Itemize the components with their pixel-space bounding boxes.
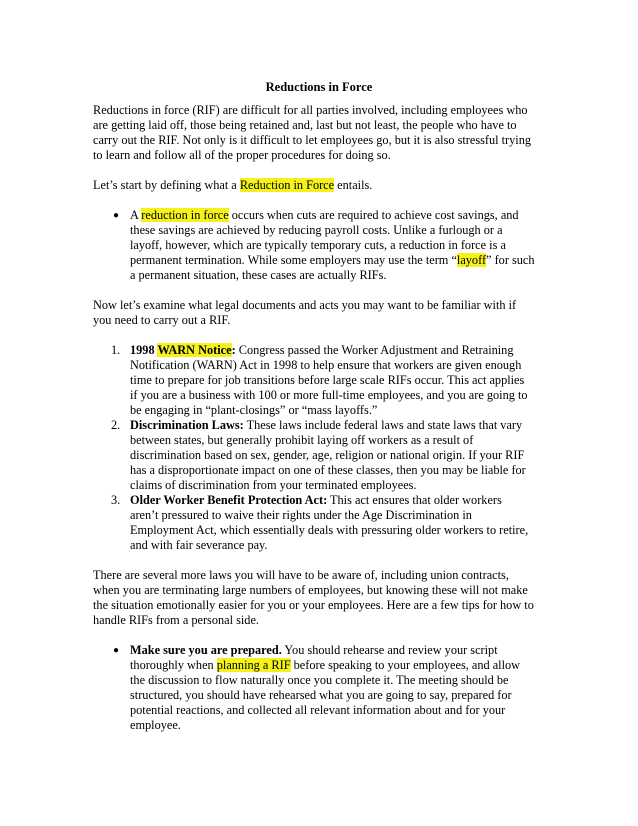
- define-text: Let’s start by defining what a: [93, 178, 240, 192]
- list-item-text: Congress passed the Worker Adjustment and Retraining: [235, 343, 514, 357]
- bullet-line: structured, you should have rehearsed what you are going to say, prepared for: [130, 688, 512, 702]
- list-item-line: [130, 343, 513, 358]
- legal-intro-line: you need to carry out a RIF.: [93, 313, 231, 327]
- list-item-heading: 1998: [130, 343, 158, 357]
- intro-line: to learn and follow all of the proper procedures for doing so.: [93, 148, 391, 162]
- list-item-heading: Discrimination Laws:: [130, 418, 244, 432]
- intro-line: carry out the RIF. Not only is it difficult to let employees go, but it is also stressful trying: [93, 133, 532, 147]
- list-item-heading: Older Worker Benefit Protection Act:: [130, 493, 328, 507]
- intro-line: Reductions in force (RIF) are difficult for all parties involved, including employees who: [93, 103, 528, 117]
- bullet-heading: Make sure you are prepared.: [130, 643, 282, 657]
- list-item-line: aren’t pressured to waive their rights under the Age Discrimination in: [130, 508, 472, 522]
- bullet-line: these savings are achieved by reducing payroll costs. Unlike a furlough or a: [130, 223, 503, 237]
- page-title: Reductions in Force: [265, 80, 373, 94]
- bullet-line: layoff, however, which are typically temporary cuts, a reduction in force is a: [130, 238, 506, 252]
- bullet-text: thoroughly when: [130, 658, 217, 672]
- warn-notice-highlight[interactable]: WARN Notice: [157, 343, 232, 357]
- list-item-line: claims of discrimination from your terminated employees.: [130, 478, 417, 492]
- bullet-text: permanent termination. While some employers may use the term “: [130, 253, 457, 267]
- paragraph-line: when you are terminating large numbers of employees, but knowing these will not make: [93, 583, 528, 597]
- bullet-line: [130, 253, 535, 268]
- intro-line: are getting laid off, those being retained and, last but not least, the people who have to: [93, 118, 517, 132]
- bullet-text: You should rehearse and review your script: [281, 643, 498, 657]
- list-item-text: This act ensures that older workers: [327, 493, 502, 507]
- list-item-line: and with fair severance pay.: [130, 538, 268, 552]
- list-item-line: Notification (WARN) Act in 1998 to help ensure that workers are given enough: [130, 358, 522, 372]
- paragraph-line: handle RIFs from a personal side.: [93, 613, 259, 627]
- list-number: 3.: [111, 493, 121, 507]
- bullet-marker: ●: [113, 210, 120, 221]
- bullet-line: [130, 643, 498, 658]
- bullet-line: a permanent situation, these cases are actually RIFs.: [130, 268, 387, 282]
- list-item-line: has a disproportionate impact on one of these classes, then you may be liable for: [130, 463, 526, 477]
- bullet-line: the discussion to flow naturally once you complete it. The meeting should be: [130, 673, 509, 687]
- bullet-text: before speaking to your employees, and allow: [290, 658, 521, 672]
- bullet-text: A: [130, 208, 142, 222]
- reduction-in-force-highlight[interactable]: reduction in force: [141, 208, 229, 222]
- list-item-line: discrimination based on sex, gender, age, religion or national origin. If your RIF: [130, 448, 525, 462]
- list-number: 1.: [111, 343, 121, 357]
- paragraph-line: the situation emotionally easier for you or your employees. Here are a few tips for how to: [93, 598, 534, 612]
- define-line: [93, 178, 372, 193]
- list-number: 2.: [111, 418, 121, 432]
- planning-a-rif-highlight[interactable]: planning a RIF: [216, 658, 291, 672]
- paragraph-line: There are several more laws you will have to be aware of, including union contracts,: [93, 568, 509, 582]
- list-item-line: Employment Act, which essentially deals with pressuring older workers to retire,: [130, 523, 529, 537]
- list-item-line: between states, but generally prohibit laying off workers as a result of: [130, 433, 474, 447]
- legal-intro-line: Now let’s examine what legal documents and acts you may want to be familiar with if: [93, 298, 517, 312]
- list-item-line: if you are a business with 100 or more full-time employees, and you are going to: [130, 388, 528, 402]
- define-text: entails.: [334, 178, 373, 192]
- list-item-line: [130, 418, 522, 433]
- list-item-heading: :: [231, 343, 236, 357]
- list-item-line: [130, 493, 502, 508]
- layoff-highlight[interactable]: layoff: [456, 253, 487, 267]
- list-item-text: These laws include federal laws and state laws that vary: [243, 418, 523, 432]
- list-item-line: time to prepare for job transitions before large scale RIFs occur. This act applies: [130, 373, 525, 387]
- bullet-line: [130, 208, 519, 223]
- bullet-line: [130, 658, 520, 673]
- bullet-marker: ●: [113, 645, 120, 656]
- bullet-text: ” for such: [486, 253, 535, 267]
- bullet-text: occurs when cuts are required to achieve cost savings, and: [228, 208, 519, 222]
- bullet-line: potential reactions, and collected all relevant information about and for your: [130, 703, 506, 717]
- bullet-line: employee.: [130, 718, 181, 732]
- list-item-line: be engaging in “plant-closings” or “mass layoffs.”: [130, 403, 378, 417]
- reduction-in-force-link[interactable]: Reduction in Force: [239, 178, 335, 192]
